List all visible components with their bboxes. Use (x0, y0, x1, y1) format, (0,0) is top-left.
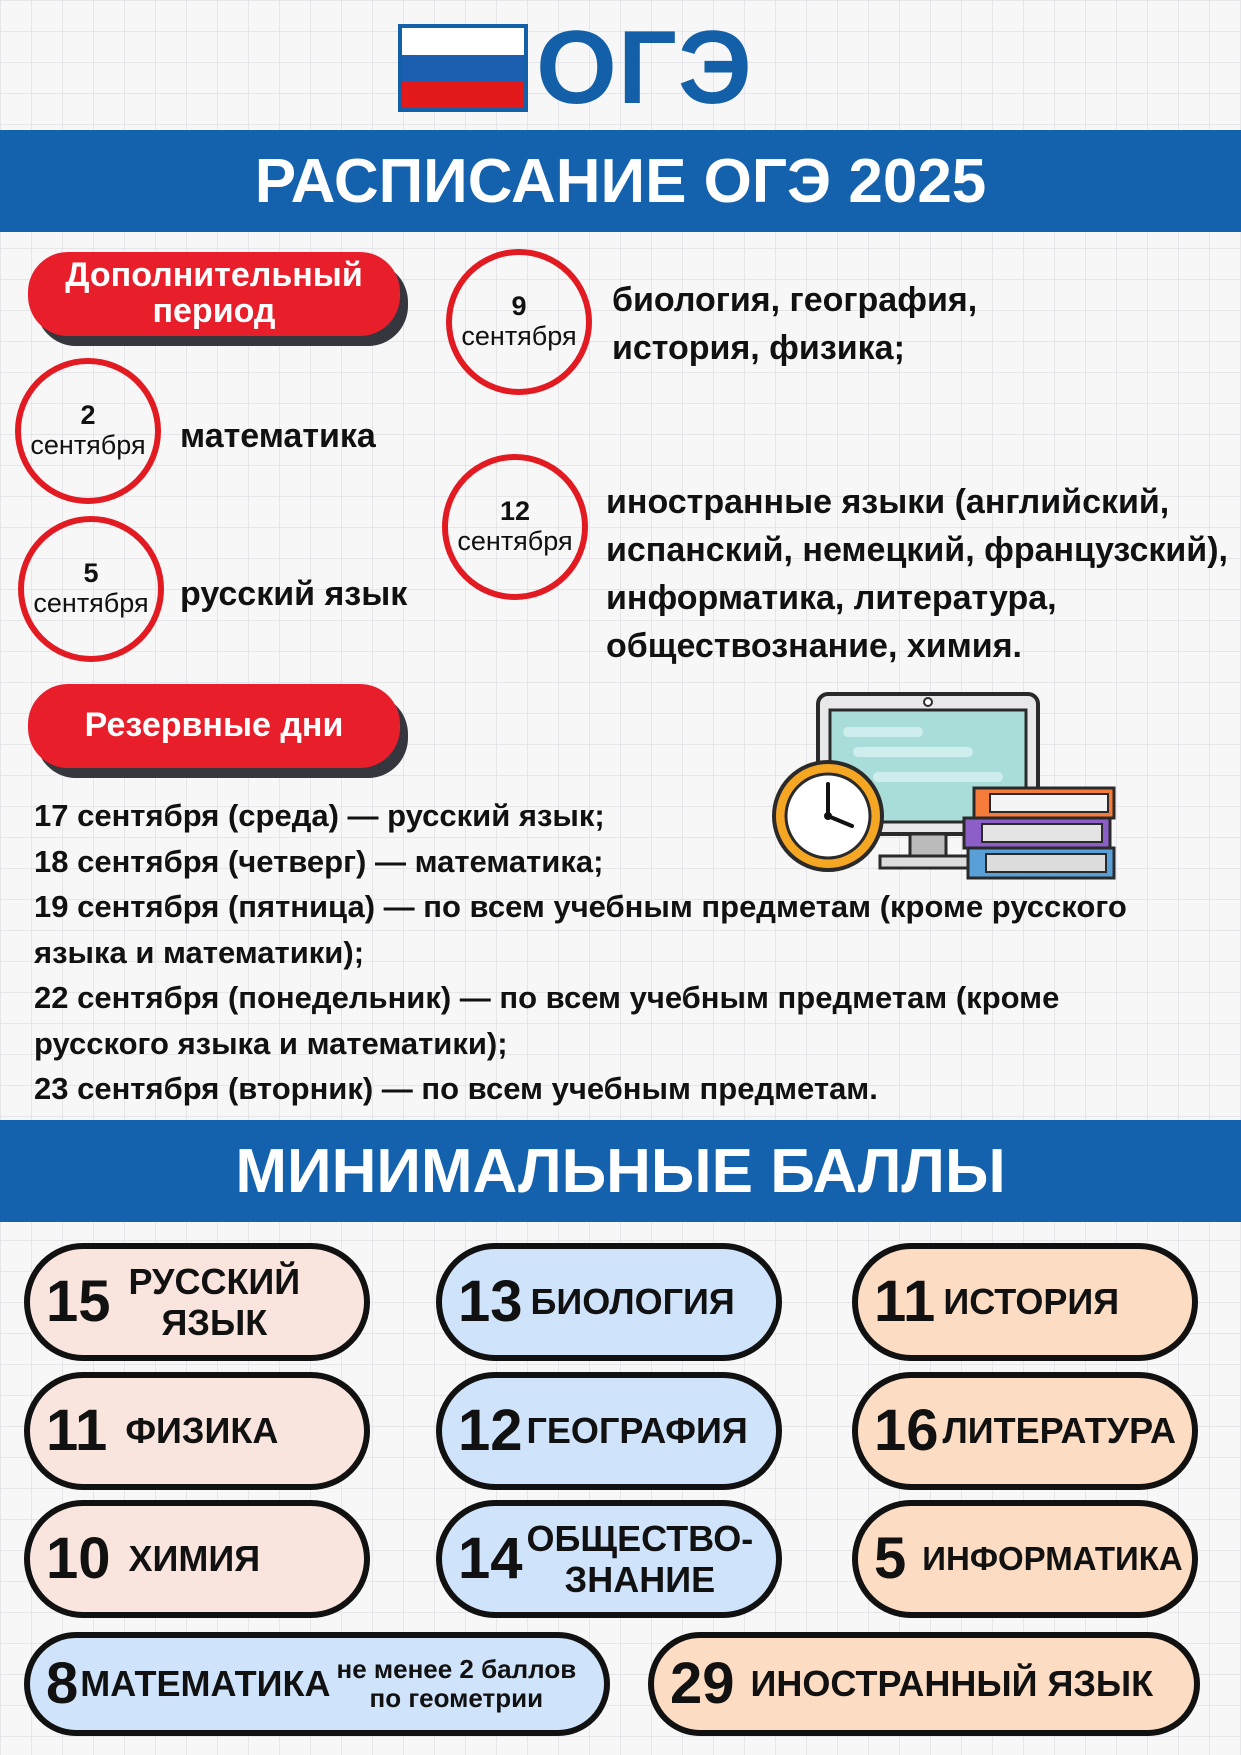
score-card-informatics: 5 ИНФОРМАТИКА (852, 1500, 1198, 1618)
math-note: не менее 2 баллов по геометрии (336, 1653, 577, 1713)
reserve-line: 19 сентября (пятница) — по всем учебным предметам (кроме русского (34, 889, 1127, 924)
logo (398, 10, 753, 126)
russian-flag-icon (398, 24, 528, 112)
score-card-biology: 13 БИОЛОГИЯ (436, 1243, 782, 1361)
date-circle-2: 2 сентября (15, 358, 161, 504)
date-subjects-12: иностранные языки (английский, испанский, немецкий, французский), информатика, литература, обществознание, химия. (606, 483, 1228, 665)
reserve-line: русского языка и математики); (34, 1025, 508, 1061)
score-card-social-studies: 14 ОБЩЕСТВО- ЗНАНИЕ (436, 1500, 782, 1618)
date-circle-12: 12 сентября (442, 454, 588, 600)
score-card-geography: 12 ГЕОГРАФИЯ (436, 1372, 782, 1490)
score-card-history: 11 ИСТОРИЯ (852, 1243, 1198, 1361)
date-circle-9: 9 сентября (446, 249, 592, 395)
logo-text: ОГЭ (536, 10, 753, 126)
reserve-line: 18 сентября (четверг) — математика; (34, 843, 604, 879)
reserve-line: 22 сентября (понедельник) — по всем учебным предметам (кроме (34, 980, 1060, 1015)
date-subjects-2: математика (180, 417, 376, 455)
score-card-chemistry: 10 ХИМИЯ (24, 1500, 370, 1618)
reserve-line: языка и математики); (34, 934, 365, 970)
additional-period-label: Дополнительный период (28, 252, 400, 336)
score-card-physics: 11 ФИЗИКА (24, 1372, 370, 1490)
reserve-line: 17 сентября (среда) — русский язык; (34, 798, 605, 833)
date-subjects-9: биология, география, история, физика; (612, 281, 978, 367)
reserve-days-list (34, 793, 1214, 1112)
reserve-days-label: Резервные дни (28, 684, 400, 768)
date-circle-5: 5 сентября (18, 516, 164, 662)
score-card-math: 8 МАТЕМАТИКА не менее 2 баллов по геометрии (24, 1632, 610, 1736)
scores-title: МИНИМАЛЬНЫЕ БАЛЛЫ (0, 1120, 1241, 1222)
score-card-literature: 16 ЛИТЕРАТУРА (852, 1372, 1198, 1490)
score-card-russian: 15 РУССКИЙ ЯЗЫК (24, 1243, 370, 1361)
score-card-foreign-language: 29 ИНОСТРАННЫЙ ЯЗЫК (648, 1632, 1200, 1736)
reserve-line: 23 сентября (вторник) — по всем учебным предметам. (34, 1071, 878, 1106)
date-subjects-5: русский язык (180, 575, 408, 613)
page-title: РАСПИСАНИЕ ОГЭ 2025 (0, 130, 1241, 232)
